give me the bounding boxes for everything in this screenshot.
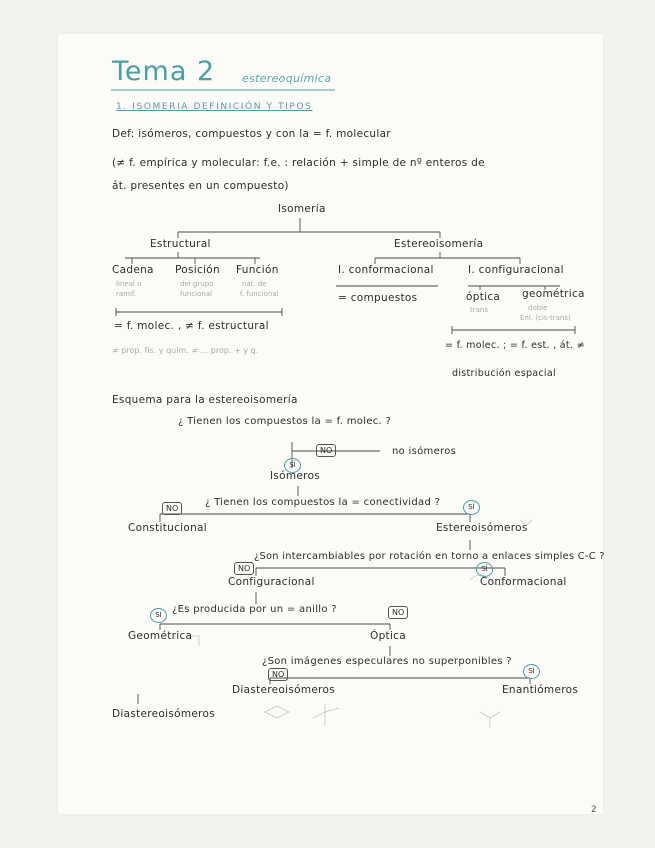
- si-badge: SÍ: [150, 608, 167, 623]
- scheme-optica: Óptica: [370, 630, 406, 642]
- scheme-diastereoisomeros-2: Diastereoisómeros: [112, 708, 216, 720]
- no-badge: NO: [316, 444, 336, 457]
- tree-cadena-note-2: ramif.: [116, 290, 137, 298]
- definition-line-2: (≠ f. empírica y molecular: f.e. : relación + simple de nº enteros de: [112, 157, 485, 169]
- page-title: Tema 2: [112, 56, 216, 87]
- scheme-question-3: ¿Son intercambiables por rotación en torno a enlaces simples C-C ?: [254, 551, 605, 562]
- scheme-estereoisomeros: Estereoisómeros: [436, 522, 528, 534]
- tree-geometrica-note-1: doble: [528, 304, 548, 312]
- tree-compuestos-eq: = compuestos: [338, 292, 418, 304]
- page-number: 2: [591, 805, 597, 815]
- tree-posicion: Posición: [175, 264, 220, 276]
- tree-geometrica-note-2: Enl. (cis-trans): [520, 314, 571, 322]
- tree-stereo-summary-1: = f. molec. ; = f. est. , át. ≠: [445, 340, 585, 351]
- tree-optica-note: trans: [470, 306, 488, 314]
- no-badge: NO: [268, 668, 288, 681]
- page-subtitle: estereoquímica: [242, 72, 332, 85]
- tree-structural: Estructural: [150, 238, 211, 250]
- scheme-question-1: ¿ Tienen los compuestos la = f. molec. ?: [178, 416, 392, 427]
- definition-line-1: Def: isómeros, compuestos y con la = f. molecular: [112, 128, 391, 140]
- scheme-question-5: ¿Son imágenes especulares no superponibles ?: [262, 656, 512, 667]
- scheme-enantiomeros: Enantiómeros: [502, 684, 579, 696]
- scheme-question-4: ¿Es producida por un = anillo ?: [172, 604, 337, 615]
- scheme-configuracional: Configuracional: [228, 576, 315, 588]
- si-badge: SÍ: [523, 664, 540, 679]
- no-badge: NO: [234, 562, 254, 575]
- tree-cadena-note-1: lineal o: [116, 280, 142, 288]
- tree-funcion-note-1: nat. de: [242, 280, 267, 288]
- tree-faint-note: ≠ prop. fís. y quím. ≠ ... prop. + y q.: [112, 346, 259, 355]
- tree-cadena: Cadena: [112, 264, 154, 276]
- tree-root: Isomería: [278, 203, 326, 215]
- scheme-isomeros: Isómeros: [270, 470, 321, 482]
- scheme-no-isomeros: no isómeros: [392, 446, 457, 457]
- tree-posicion-note-1: del grupo: [180, 280, 214, 288]
- si-badge: SÍ: [284, 458, 301, 473]
- scheme-heading: Esquema para la estereoisomería: [112, 394, 298, 406]
- definition-line-3: át. presentes en un compuesto): [112, 180, 289, 192]
- tree-configuracional: I. configuracional: [468, 264, 564, 276]
- tree-conformacional: I. conformacional: [338, 264, 434, 276]
- tree-structural-summary: = f. molec. , ≠ f. estructural: [114, 320, 269, 332]
- scheme-geometrica: Geométrica: [128, 630, 193, 642]
- tree-optica: óptica: [466, 291, 501, 303]
- no-badge: NO: [162, 502, 182, 515]
- scheme-conformacional: Conformacional: [480, 576, 567, 588]
- tree-stereo-summary-2: distribución espacial: [452, 368, 556, 379]
- si-badge: SÍ: [463, 500, 480, 515]
- scheme-question-2: ¿ Tienen los compuestos la = conectividad ?: [205, 497, 441, 508]
- tree-posicion-note-2: funcional: [180, 290, 213, 298]
- section-heading: 1. ISOMERIA DEFINICIÓN Y TIPOS: [116, 102, 313, 112]
- scheme-diastereoisomeros: Diastereoisómeros: [232, 684, 336, 696]
- tree-geometrica: geométrica: [522, 288, 585, 300]
- no-badge: NO: [388, 606, 408, 619]
- tree-funcion: Función: [236, 264, 279, 276]
- tree-stereo: Estereoisomería: [394, 238, 484, 250]
- si-badge: SÍ: [476, 562, 493, 577]
- scheme-constitucional: Constitucional: [128, 522, 208, 534]
- tree-funcion-note-2: f. funcional: [240, 290, 279, 298]
